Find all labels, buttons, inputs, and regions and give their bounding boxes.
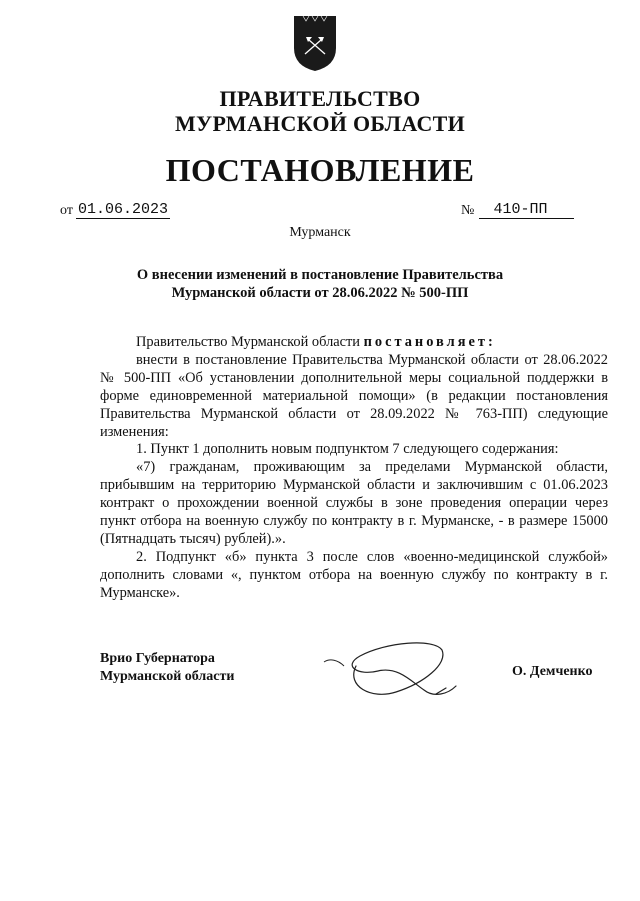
subject-line1: О внесении изменений в постановление Правительства — [136, 267, 504, 283]
item-2: 2. Подпункт «б» пункта 3 после слов «военно-медицинской службой» дополнить словами «, пунктом отбора на военную службу по контракту в г. Мурманске». — [100, 548, 608, 601]
intro-paragraph — [100, 334, 608, 352]
date-label: от — [60, 203, 73, 218]
signatory-position-line2: Мурманской области — [100, 668, 235, 684]
signatory-position-line1: Врио Губернатора — [100, 651, 215, 666]
government-name-line2: МУРМАНСКОЙ ОБЛАСТИ — [174, 111, 466, 136]
coat-of-arms-icon — [292, 14, 338, 72]
intro-action: постановляет: — [363, 334, 496, 350]
document-number: 410-ПП — [479, 201, 574, 219]
number-label: № — [461, 203, 475, 218]
signatory-name: О. Демченко — [512, 664, 593, 679]
subject-line2: Мурманской области от 28.06.2022 № 500-ПП — [171, 285, 469, 301]
document-type-title: ПОСТАНОВЛЕНИЕ — [165, 152, 475, 188]
item-1: 1. Пункт 1 дополнить новым подпунктом 7 следующего содержания: — [136, 441, 559, 458]
document-body — [100, 334, 608, 603]
handwritten-signature-icon — [316, 638, 476, 710]
signatory-position — [100, 650, 234, 685]
document-date: 01.06.2023 — [77, 201, 168, 218]
intro-lead: Правительство Мурманской области — [136, 334, 364, 350]
item-1-quote: «7) гражданам, проживающим за пределами Мурманской области, прибывшим на территорию Мурманской области и заключившим с 01.06.2023 контракт о прохождении военной службы в зоне проведения операции через пункт отбора на военную службу по контракту в г. Мурманске, - в размере 15000 (Пятнадцать тысяч) рублей).». — [100, 459, 608, 547]
government-name-line1: ПРАВИТЕЛЬСТВО — [219, 86, 421, 111]
city: Мурманск — [289, 225, 351, 240]
paragraph-main: внести в постановление Правительства Мурманской области от 28.06.2022 № 500-ПП «Об установлении дополнительной меры социальной поддержки в форме единовременной материальной помощи» (в редакции постановления Правительства Мурманской области от 28.09.2022 № 763-ПП) следующие изменения: — [100, 351, 608, 440]
